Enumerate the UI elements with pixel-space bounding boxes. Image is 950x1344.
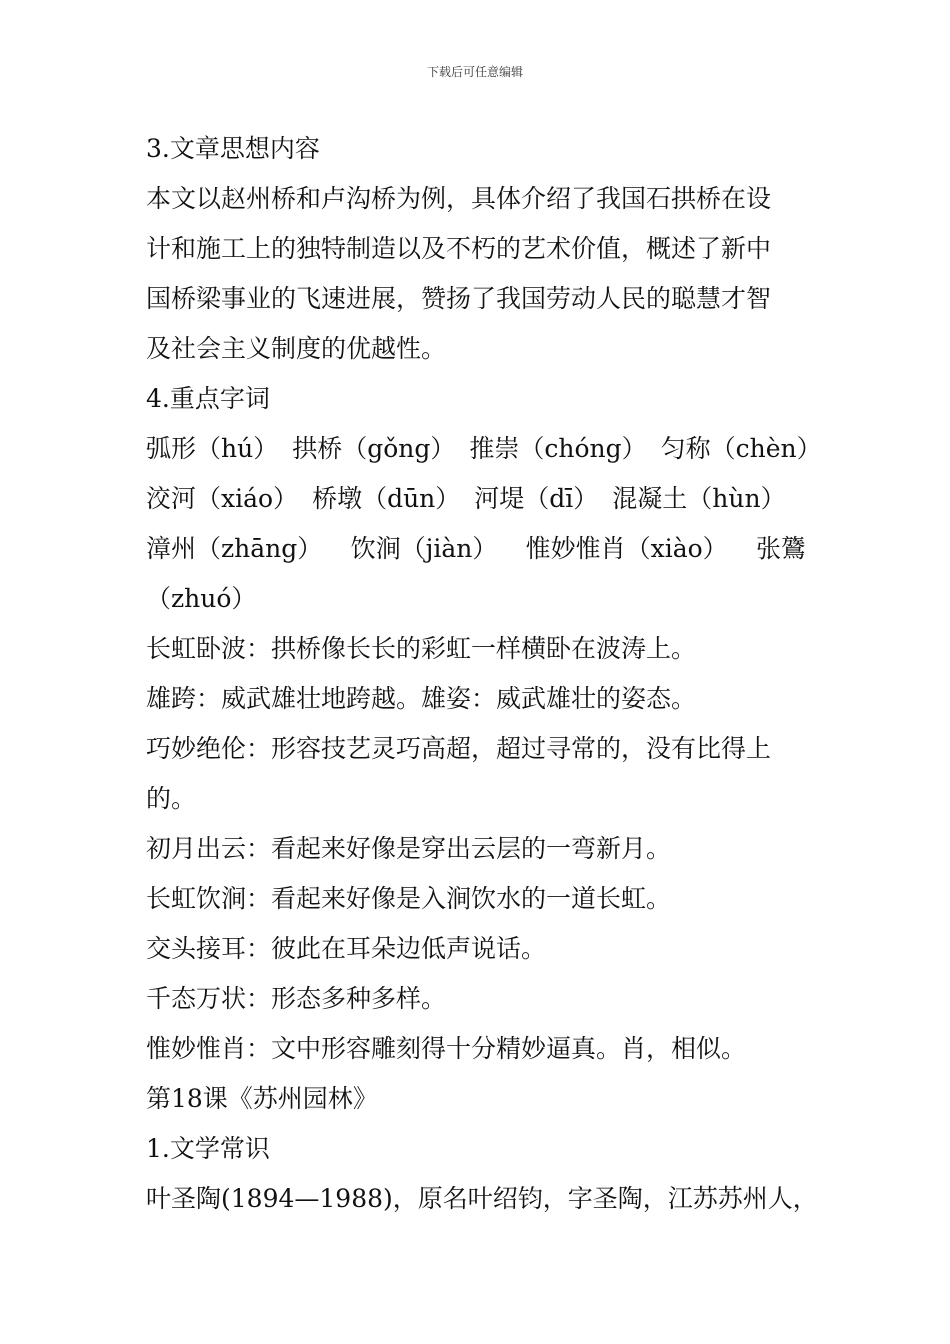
definition-line: 雄跨：威武雄壮地跨越。雄姿：威武雄壮的姿态。	[146, 684, 697, 713]
vocab-pinyin-row	[146, 524, 806, 574]
vocab-item: 饮涧（jiàn）	[350, 534, 498, 563]
paragraph-line: 国桥梁事业的飞速进展，赞扬了我国劳动人民的聪慧才智	[146, 284, 772, 313]
vocab-pinyin-continuation: （zhuó）	[146, 584, 257, 613]
vocab-item: 张鷟	[755, 534, 806, 563]
vocab-item: 洨河（xiáo）	[146, 484, 299, 513]
document-body	[146, 124, 826, 1224]
definition-line: 千态万状：形态多种多样。	[146, 984, 447, 1013]
definition-line: 长虹饮涧：看起来好像是入涧饮水的一道长虹。	[146, 884, 672, 913]
section-heading-literature: 1.文学常识	[146, 1134, 270, 1163]
vocab-item: 拱桥（gǒng）	[292, 434, 456, 463]
page-header: 下载后可任意编辑	[426, 65, 523, 79]
vocab-item: 混凝土（hùn）	[612, 484, 786, 513]
definition-line: 巧妙绝伦：形容技艺灵巧高超，超过寻常的，没有比得上	[146, 734, 772, 763]
paragraph-line: 及社会主义制度的优越性。	[146, 334, 447, 363]
vocab-item: 惟妙惟肖（xiào）	[525, 534, 728, 563]
vocab-pinyin-row	[146, 474, 826, 524]
vocab-item: 桥墩（dūn）	[312, 484, 461, 513]
definition-line: 惟妙惟肖：文中形容雕刻得十分精妙逼真。肖，相似。	[146, 1034, 747, 1063]
vocab-item: 漳州（zhāng）	[146, 534, 323, 563]
paragraph-line: 本文以赵州桥和卢沟桥为例，具体介绍了我国石拱桥在设	[146, 184, 772, 213]
vocab-pinyin-row	[146, 424, 826, 474]
section-heading-content: 3.文章思想内容	[146, 134, 320, 163]
definition-line: 长虹卧波：拱桥像长长的彩虹一样横卧在波涛上。	[146, 634, 697, 663]
paragraph-line: 叶圣陶(1894—1988)，原名叶绍钧，字圣陶，江苏苏州人，	[146, 1184, 818, 1213]
definition-line: 交头接耳：彼此在耳朵边低声说话。	[146, 934, 547, 963]
vocab-item: 匀称（chèn）	[660, 434, 822, 463]
vocab-item: 弧形（hú）	[146, 434, 279, 463]
paragraph-line: 计和施工上的独特制造以及不朽的艺术价值，概述了新中	[146, 234, 772, 263]
section-heading-vocab: 4.重点字词	[146, 384, 270, 413]
vocab-item: 推崇（chóng）	[469, 434, 647, 463]
definition-line: 初月出云：看起来好像是穿出云层的一弯新月。	[146, 834, 672, 863]
lesson-title: 第18课《苏州园林》	[146, 1084, 378, 1113]
definition-line: 的。	[146, 784, 197, 813]
vocab-item: 河堤（dī）	[474, 484, 599, 513]
